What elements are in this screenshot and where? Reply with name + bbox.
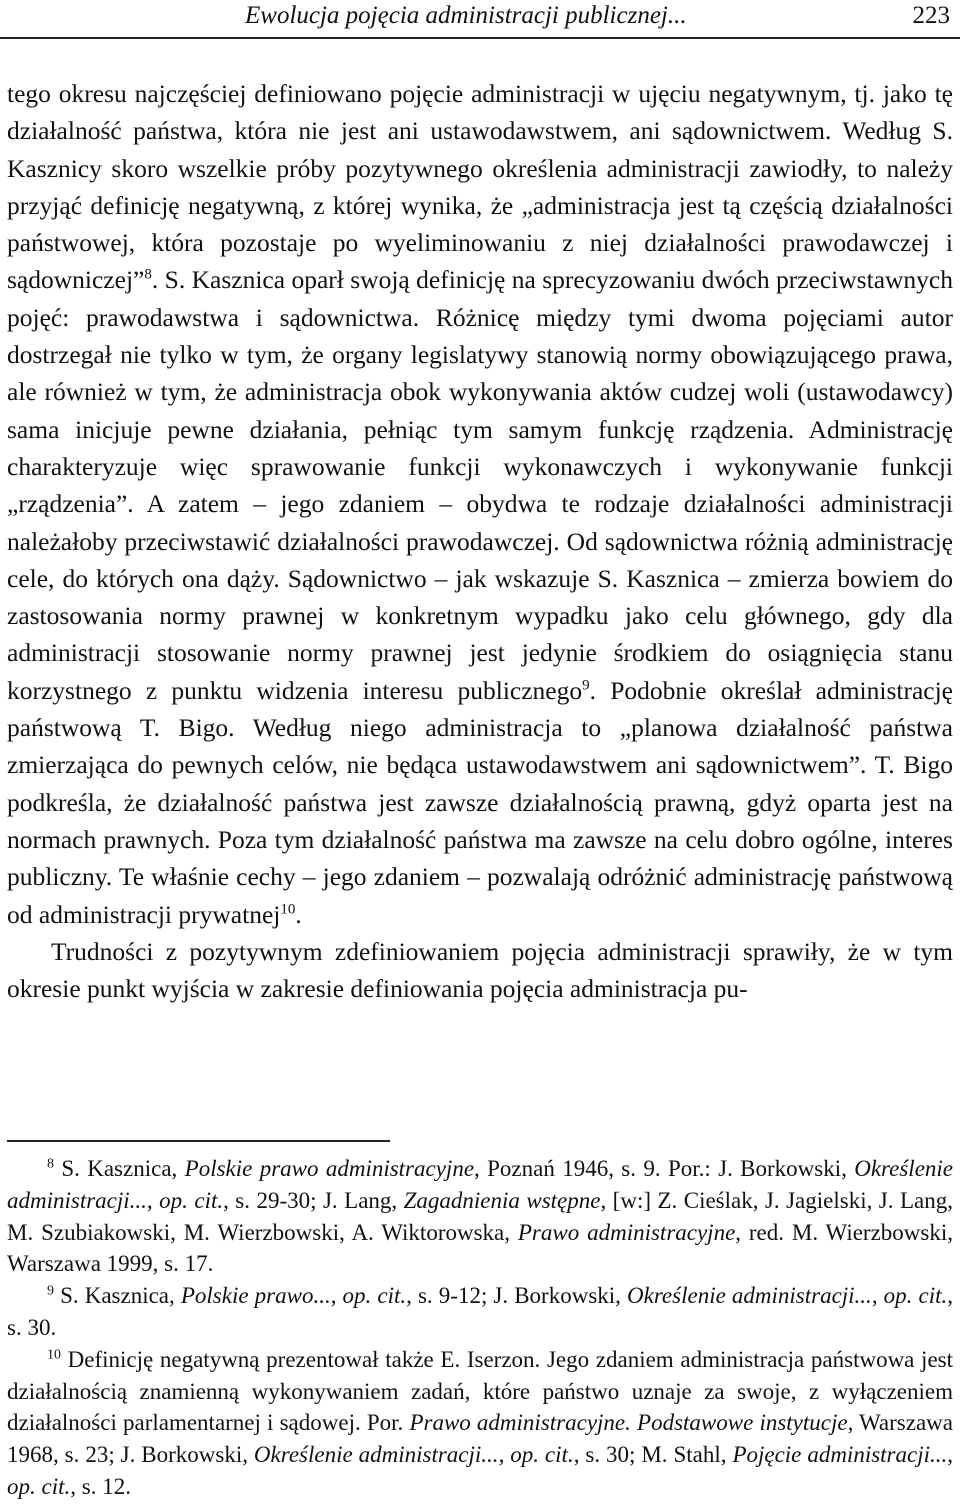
body-text-run: . [295, 899, 302, 929]
footnote-text: , s. 30. [7, 1283, 953, 1340]
footnote-text: , [146, 1187, 160, 1213]
footnote-text: , [330, 1283, 343, 1309]
footnote-mark: 8 [47, 1156, 54, 1172]
page-number: 223 [912, 2, 950, 29]
footnote-text: , Warszawa 1968, s. 23; J. Borkowski, [7, 1410, 953, 1468]
footnote-text: , [871, 1283, 884, 1309]
footnote-rule [7, 1140, 390, 1142]
footnote-title: op. cit. [159, 1187, 224, 1213]
footnote-9 [7, 1280, 953, 1344]
footnote-title: op. cit. [342, 1283, 407, 1309]
footnote-text: , s. 12. [70, 1473, 131, 1499]
body-text-run: . S. Kasznica oparł swoją definicję na sprecyzowaniu dwóch przeciwstawnych pojęć: prawodawstwa i sądownictwa. Różnicę między tymi dwoma pojęciami autor dostrzegał nie tylko w tym, że organy legislatywy stanowią normy obowiązującego prawa, ale również w tym, że administracja obok wykonywania aktów cudzej woli (ustawodawcy) sama inicjuje pewne działania, pełniąc tym samym funkcję rządzenia. Administrację charakteryzuje więc sprawowanie funkcji wykonawczych i wykonywanie funkcji „rządzenia”. A zatem – jego zdaniem – obydwa te rodzaje działalności administracji należałoby przeciwstawić działalności prawodawczej. Od sądownictwa różnią administrację cele, do których ona dąży. Sądownictwo – jak wskazuje S. Kasznica – zmierza bowiem do zastosowania normy prawnej w konkretnym wypadku jako celu głównego, gdy dla administracji stosowanie normy prawnej jest jedynie środkiem do osiągnięcia stanu korzystnego z punktu widzenia interesu publicznego [7, 265, 953, 705]
footnote-mark: 9 [47, 1283, 54, 1299]
body-paragraph-2: Trudności z pozytywnym zdefiniowaniem pojęcia administracji sprawiły, że w tym okresie punkt wyjścia w zakresie definiowania pojęcia administracja pu- [7, 936, 953, 1004]
footnote-text: , [498, 1442, 511, 1468]
footnote-title: Pojęcie administracji... [732, 1442, 948, 1468]
footnote-title: op. cit. [883, 1283, 948, 1309]
footnote-mark: 10 [47, 1347, 61, 1363]
footnote-title: Określenie administracji... [627, 1283, 872, 1309]
footnote-title: Zagadnienia wstępne [403, 1187, 601, 1213]
footnote-text: S. Kasznica, [54, 1283, 181, 1309]
footnote-title: Prawo administracyjne. Podstawowe instytucje [409, 1410, 848, 1436]
footnote-ref-10[interactable]: 10 [280, 901, 296, 918]
footnote-text: , [947, 1442, 953, 1468]
footnote-8 [7, 1153, 953, 1280]
footnote-text: S. Kasznica, [54, 1156, 185, 1181]
footnote-text: Definicję negatywną prezentował także E. Iserzon. Jego zdaniem administracja państwowa jest działalnością znamienną wykonywaniem zadań, które państwo uznaje za swoje, z wyłączeniem działalności parlamentarnej i sądowej. Por. [7, 1346, 953, 1436]
footnote-title: Określenie administracji... [7, 1156, 954, 1213]
footnote-title: Polskie prawo... [180, 1283, 331, 1309]
footnote-title: Prawo administracyjne [517, 1219, 736, 1245]
footnote-text: , [w:] Z. Cieślak, J. Jagielski, J. Lang, M. Szubiakowski, M. Wierzbowski, A. Wiktorowska, [7, 1187, 953, 1245]
body-text-run: tego okresu najczęściej definiowano pojęcie administracji w ujęciu negatywnym, tj. jako tę działalność państwa, która nie jest ani ustawodawstwem, ani sądownictwem. Według S. Kasznicy skoro wszelkie próby pozytywnego określenia administracji zawiodły, to należy przyjąć definicję negatywną, z której wynika, że „administracja jest tą częścią działalności państwowej, która pozostaje po wyeliminowaniu z niej działalności prawodawczej i sądowniczej” [7, 79, 953, 295]
footnote-title: Określenie administracji... [253, 1442, 499, 1468]
running-title: Ewolucja pojęcia administracji publicznej... [245, 2, 687, 29]
footnote-text: , red. M. Wierzbowski, Warszawa 1999, s. 17. [7, 1219, 953, 1277]
footnote-text: , Poznań 1946, s. 9. Por.: J. Borkowski, [474, 1156, 855, 1181]
footnote-title: op. cit. [7, 1473, 71, 1499]
body-text [7, 75, 953, 1007]
footnotes [7, 1153, 953, 1503]
footnote-10 [7, 1344, 953, 1503]
body-paragraph-1 [7, 75, 953, 933]
header-rule [0, 37, 960, 39]
body-text-run: . Podobnie określał administrację państwową T. Bigo. Według niego administracja to „planowa działalność państwa zmierzająca do pewnych celów, nie będąca ustawodawstwem ani sądownictwem”. T. Bigo podkreśla, że działalność państwa jest zawsze działalnością prawną, gdyż oparta jest na normach prawnych. Poza tym działalność państwa ma zawsze na celu dobro ogólne, interes publiczny. Te właśnie cechy – jego zdaniem – pozwalają odróżnić administrację państwową od administracji prywatnej [7, 675, 953, 929]
footnote-text: , s. 30; M. Stahl, [573, 1442, 733, 1468]
footnote-ref-8[interactable]: 8 [144, 266, 152, 283]
footnote-text: , s. 29-30; J. Lang, [223, 1187, 404, 1213]
footnote-title: op. cit. [510, 1442, 574, 1468]
footnote-ref-9[interactable]: 9 [582, 677, 590, 694]
footnote-text: , s. 9-12; J. Borkowski, [406, 1283, 628, 1309]
running-header [0, 0, 960, 40]
footnote-title: Polskie prawo administracyjne [184, 1156, 475, 1181]
